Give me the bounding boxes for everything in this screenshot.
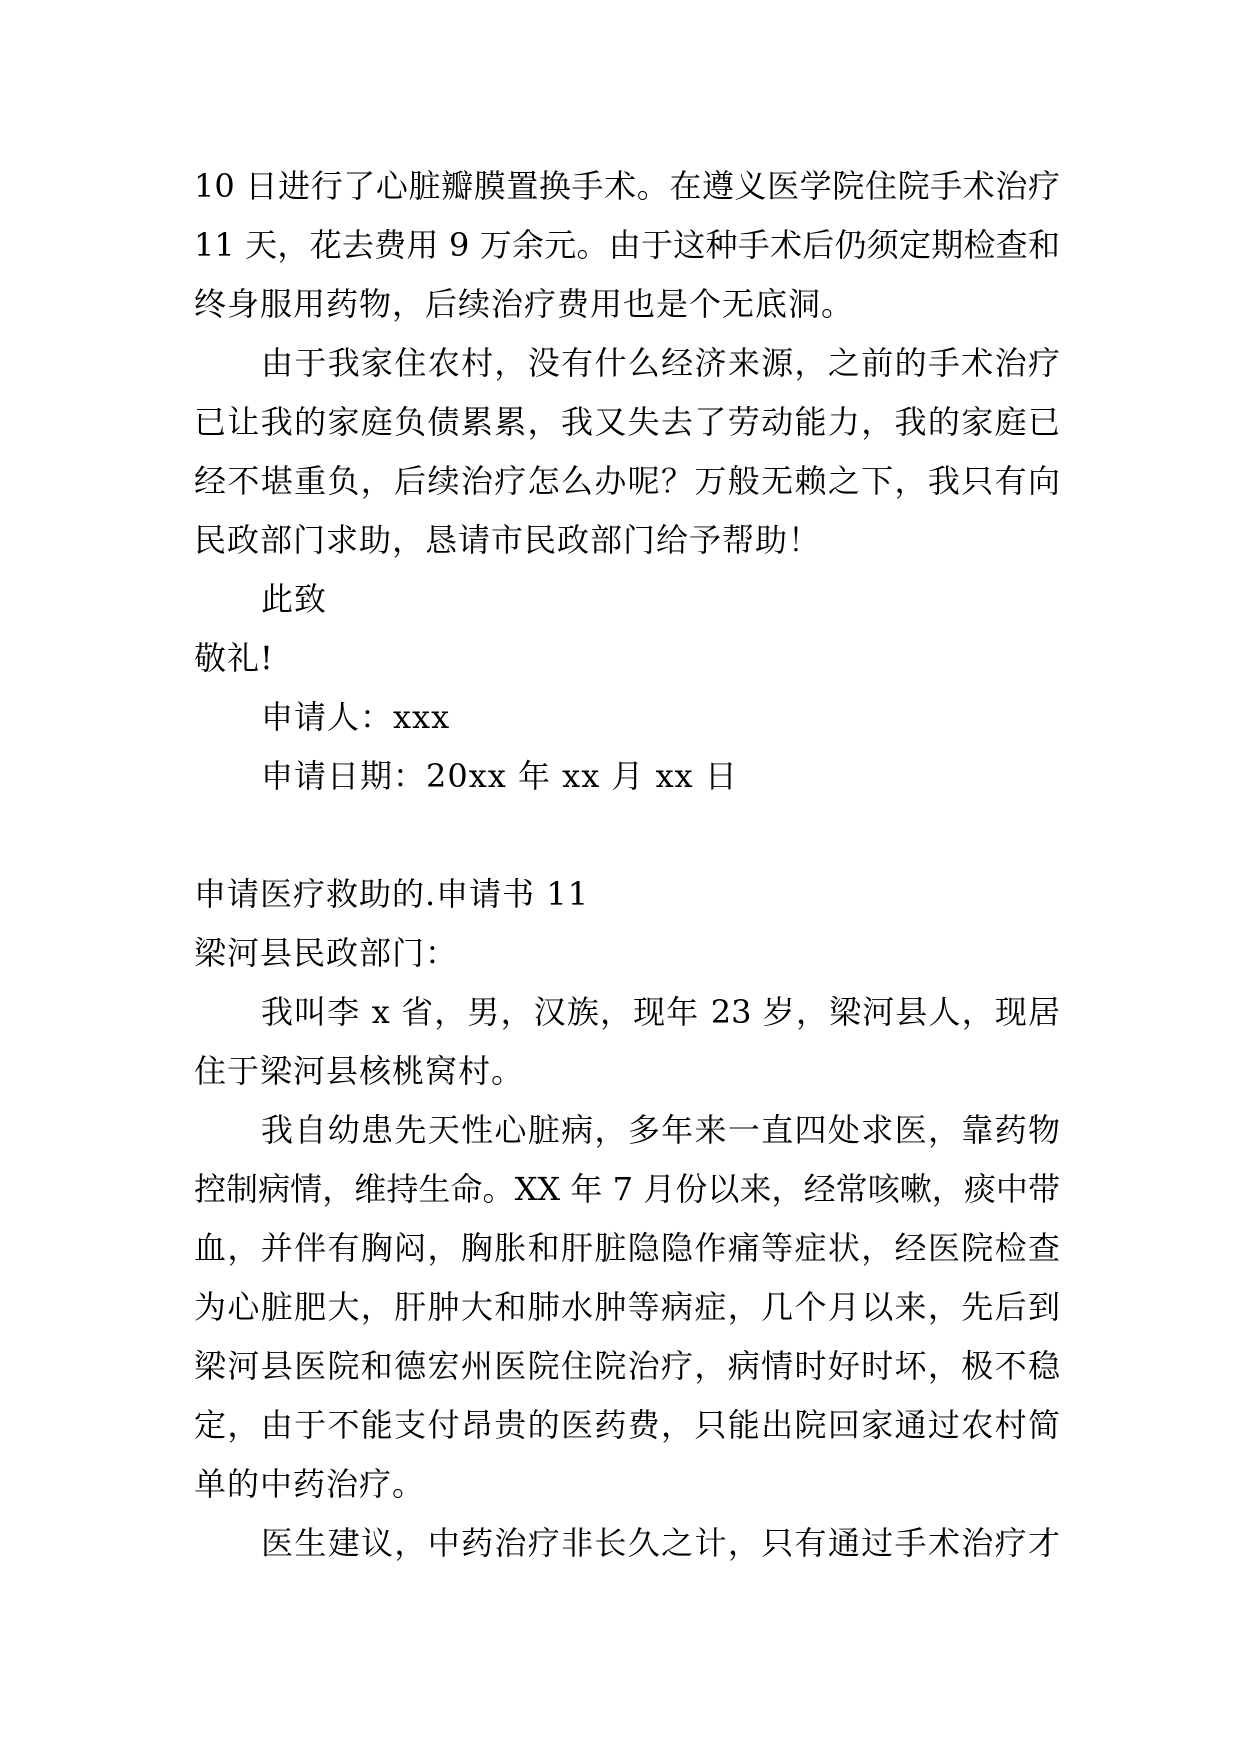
salutation: 敬礼! xyxy=(194,639,274,677)
paragraph-line: 经不堪重负，后续治疗怎么办呢？万般无赖之下，我只有向 xyxy=(194,462,1060,500)
medical-history-paragraph xyxy=(194,1101,1060,1514)
continued-paragraph xyxy=(194,157,1060,334)
letter-title: 申请医疗救助的.申请书 11 xyxy=(194,875,590,913)
paragraph-line: 我自幼患先天性心脏病，多年来一直四处求医，靠药物 xyxy=(261,1111,1060,1149)
letter-1 xyxy=(194,157,1060,806)
introduction-paragraph xyxy=(194,983,1060,1101)
paragraph-line: 梁河县医院和德宏州医院住院治疗，病情时好时坏，极不稳 xyxy=(194,1347,1060,1385)
paragraph-line: 民政部门求助，恳请市民政部门给予帮助！ xyxy=(194,521,822,559)
paragraph-line: 11 天，花去费用 9 万余元。由于这种手术后仍须定期检查和 xyxy=(194,226,1060,264)
paragraph-line: 已让我的家庭负债累累，我又失去了劳动能力，我的家庭已 xyxy=(194,403,1060,441)
paragraph-line: 医生建议，中药治疗非长久之计，只有通过手术治疗才 xyxy=(261,1524,1060,1562)
document-body xyxy=(194,157,1060,1573)
closing-phrase: 此致 xyxy=(261,580,328,618)
paragraph-line: 定，由于不能支付昂贵的医药费，只能出院回家通过农村简 xyxy=(194,1406,1060,1444)
paragraph-line: 终身服用药物，后续治疗费用也是个无底洞。 xyxy=(194,285,855,323)
application-date: 申请日期：20xx 年 xx 月 xx 日 xyxy=(261,757,738,795)
paragraph-line: 控制病情，维持生命。XX 年 7 月份以来，经常咳嗽，痰中带 xyxy=(194,1170,1060,1208)
paragraph-line: 由于我家住农村，没有什么经济来源，之前的手术治疗 xyxy=(261,344,1060,382)
paragraph-line: 住于梁河县核桃窝村。 xyxy=(194,1052,525,1090)
blank-line xyxy=(194,806,1060,865)
letter-2 xyxy=(194,865,1060,1573)
recipient: 梁河县民政部门： xyxy=(194,934,459,972)
paragraph-line: 我叫李 x 省，男，汉族，现年 23 岁，梁河县人，现居 xyxy=(261,993,1060,1031)
paragraph-line: 为心脏肥大，肝肿大和肺水肿等病症，几个月以来，先后到 xyxy=(194,1288,1060,1326)
paragraph-line: 单的中药治疗。 xyxy=(194,1465,426,1503)
paragraph-line: 血，并伴有胸闷，胸胀和肝脏隐隐作痛等症状，经医院检查 xyxy=(194,1229,1060,1267)
applicant-signature: 申请人：xxx xyxy=(261,698,451,736)
hardship-paragraph xyxy=(194,334,1060,570)
doctor-advice-paragraph xyxy=(194,1514,1060,1573)
paragraph-line: 10 日进行了心脏瓣膜置换手术。在遵义医学院住院手术治疗 xyxy=(194,167,1060,205)
